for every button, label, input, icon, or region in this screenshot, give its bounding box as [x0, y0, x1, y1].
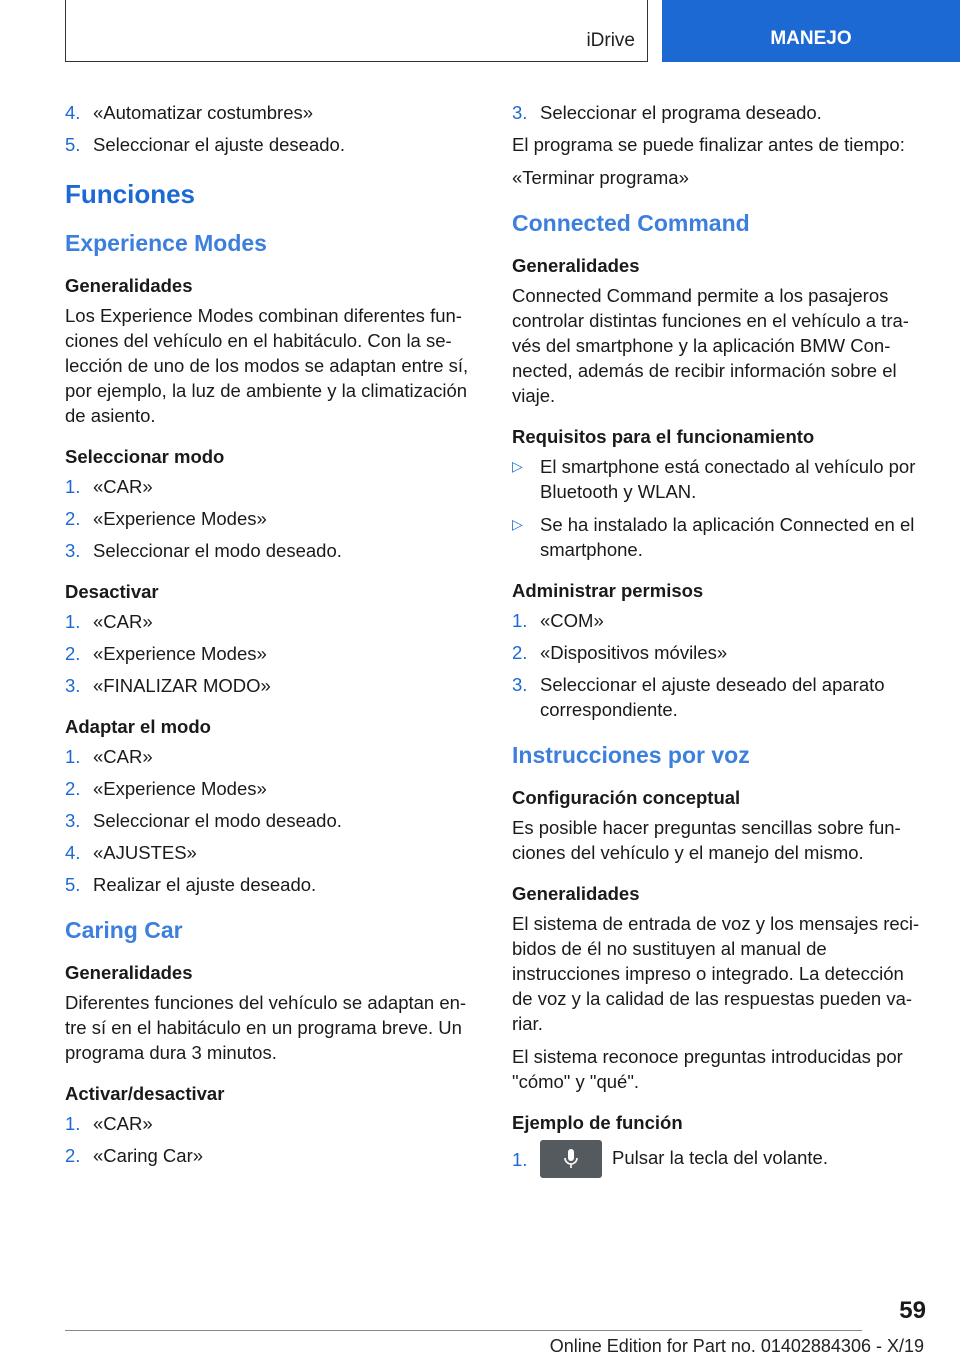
subheading-generalidades: Generalidades — [512, 255, 640, 276]
section-title-caring-car: Caring Car — [65, 917, 183, 943]
subheading-activar-desactivar: Activar/desactivar — [65, 1083, 225, 1104]
list-item: 1. «CAR» — [65, 611, 153, 632]
paragraph: Los Experience Modes combinan diferentes fun-ciones del vehículo en el habitáculo. Con la se-lección de uno de los modos se adaptan entre sí, por ejemplo, la luz de ambiente y la climatización de asiento. — [65, 305, 469, 426]
bullet-item: ▷ Se ha instalado la aplicación Connected en el smartphone. — [512, 514, 915, 560]
right-column — [512, 100, 927, 1185]
list-item: 5. Seleccionar el ajuste deseado. — [65, 134, 345, 155]
subheading-administrar-permisos: Administrar permisos — [512, 580, 704, 601]
list-item: 1. Pulsar la tecla del volante. — [512, 1140, 927, 1178]
subheading-desactivar: Desactivar — [65, 581, 159, 602]
list-item: 4. «Automatizar costumbres» — [65, 102, 314, 123]
section-title-connected-command: Connected Command — [512, 210, 750, 236]
list-item: 5. Realizar el ajuste deseado. — [65, 874, 317, 895]
list-item: 3. Seleccionar el programa deseado. — [512, 102, 822, 123]
chapter-tab[interactable]: MANEJO — [662, 0, 960, 62]
section-title-instrucciones-voz: Instrucciones por voz — [512, 742, 750, 768]
list-item: 1. «CAR» — [65, 1113, 153, 1134]
section-title-funciones: Funciones — [65, 179, 196, 209]
list-item: 1. «CAR» — [65, 476, 153, 497]
list-item: 2. «Experience Modes» — [65, 508, 267, 529]
list-item: 2. «Caring Car» — [65, 1145, 204, 1166]
list-item: 3. Seleccionar el modo deseado. — [65, 810, 342, 831]
list-item: 2. «Dispositivos móviles» — [512, 642, 728, 663]
list-item: 2. «Experience Modes» — [65, 778, 267, 799]
section-title-experience-modes: Experience Modes — [65, 230, 267, 256]
triangle-bullet-icon: ▷ — [512, 458, 523, 474]
header-section-title: iDrive — [586, 30, 635, 51]
list-item: 1. «CAR» — [65, 746, 153, 767]
footer-divider — [65, 1330, 862, 1331]
list-item: 4. «AJUSTES» — [65, 842, 197, 863]
list-item: 3. «FINALIZAR MODO» — [65, 675, 271, 696]
paragraph: «Terminar programa» — [512, 167, 689, 188]
list-item: 1. «COM» — [512, 610, 604, 631]
paragraph: Connected Command permite a los pasajeros controlar distintas funciones en el vehículo a tra-vés del smartphone y la aplicación BMW Con-nected, además de recibir información sobre el viaje. — [512, 285, 909, 406]
paragraph: Es posible hacer preguntas sencillas sobre fun-ciones del vehículo y el manejo del mismo. — [512, 817, 901, 863]
bullet-item: ▷ El smartphone está conectado al vehículo por Bluetooth y WLAN. — [512, 456, 916, 502]
subheading-requisitos: Requisitos para el funcionamiento — [512, 426, 815, 447]
triangle-bullet-icon: ▷ — [512, 516, 523, 532]
subheading-generalidades: Generalidades — [65, 275, 193, 296]
left-column — [65, 100, 480, 1175]
paragraph: Diferentes funciones del vehículo se adaptan en-tre sí en el habitáculo en un programa breve. Un programa dura 3 minutos. — [65, 992, 467, 1063]
list-item: 2. «Experience Modes» — [65, 643, 267, 664]
subheading-ejemplo-funcion: Ejemplo de función — [512, 1112, 683, 1133]
subheading-generalidades: Generalidades — [512, 883, 640, 904]
header-frame — [65, 0, 648, 62]
list-item: 3. Seleccionar el modo deseado. — [65, 540, 342, 561]
list-item: 3. Seleccionar el ajuste deseado del aparato correspondiente. — [512, 674, 885, 720]
subheading-seleccionar-modo: Seleccionar modo — [65, 446, 225, 467]
paragraph: El sistema reconoce preguntas introducidas por "cómo" y "qué". — [512, 1046, 903, 1092]
edition-note: Online Edition for Part no. 01402884306 - X/19 — [549, 1336, 924, 1356]
paragraph: El programa se puede finalizar antes de tiempo: — [512, 134, 905, 155]
subheading-generalidades: Generalidades — [65, 962, 193, 983]
microphone-icon — [540, 1140, 602, 1178]
paragraph: El sistema de entrada de voz y los mensajes reci-bidos de él no sustituyen al manual de instrucciones impreso o integrado. La detección de voz y la calidad de las respuestas pueden va-riar. — [512, 913, 920, 1034]
page-number: 59 — [899, 1297, 926, 1324]
subheading-adaptar-modo: Adaptar el modo — [65, 716, 211, 737]
subheading-configuracion-conceptual: Configuración conceptual — [512, 787, 741, 808]
